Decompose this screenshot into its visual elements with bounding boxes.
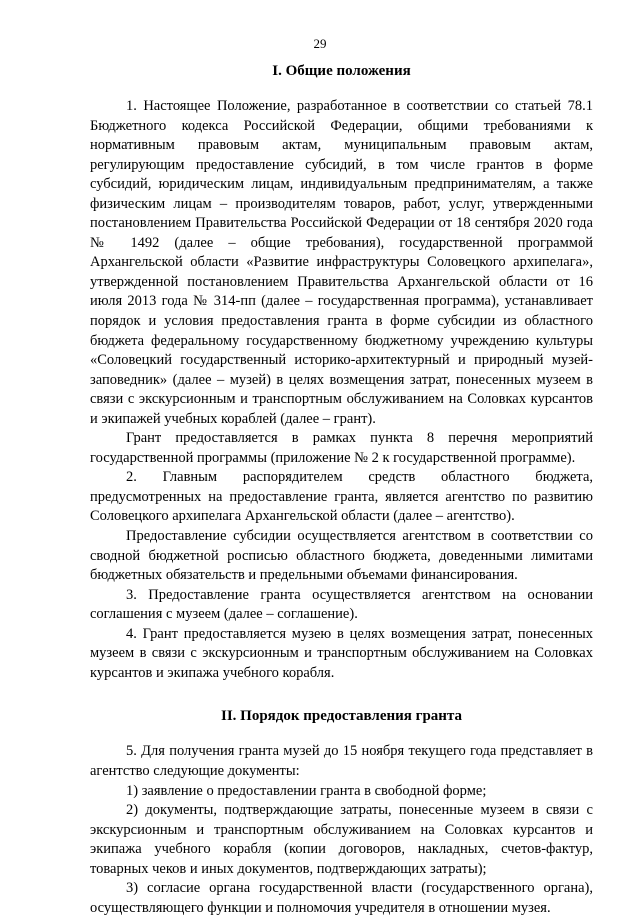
paragraph-5: 5. Для получения гранта музей до 15 ноября текущего года представляет в агентство следующие документы: <box>90 743 593 779</box>
paragraph-4: 4. Грант предоставляется музею в целях возмещения затрат, понесенных музеем в связи с экскурсионным и транспортным обслуживанием на Соловках курсантов и экипажа учебного корабля. <box>90 625 593 681</box>
document-body <box>90 62 593 918</box>
paragraph-subsidy-basis: Предоставление субсидии осуществляется агентством в соответствии со сводной бюджетной росписью областного бюджета, доведенными лимитами бюджетных обязательств и предельными объемами финансирования. <box>90 528 593 584</box>
list-item-3: 3) согласие органа государственной власти (государственного органа), осуществляющего функции и полномочия учредителя в отношении музея. <box>90 880 593 916</box>
list-item-1: 1) заявление о предоставлении гранта в свободной форме; <box>126 782 487 799</box>
section-title-general-provisions: I. Общие положения <box>272 63 411 79</box>
paragraph-1: 1. Настоящее Положение, разработанное в соответствии со статьей 78.1 Бюджетного кодекса Российской Федерации, общими требованиями к нормативным правовым актам, муниципальным правовым актам, регулирующим предоставление субсидий, в том числе грантов в форме субсидий, юридическим лицам, индивидуальным предпринимателям, а также физическим лицам – производителям товаров, работ, услуг, утвержденными постановлением Правительства Российской Федерации от 18 сентября 2020 года № 1492 (далее – общие требования), государственной программой Архангельской области «Развитие инфраструктуры Соловецкого архипелага», утвержденной постановлением Правительства Архангельской области от 16 июля 2013 года № 314-пп (далее – государственная программа), устанавливает порядок и условия предоставления гранта в форме субсидии из областного бюджета федеральному государственному бюджетному учреждению культуры «Соловецкий государственный историко-архитектурный и природный музей-заповедник» (далее – музей) в целях возмещения затрат, понесенных музеем в связи с экскурсионным и транспортным обслуживанием на Соловках курсантов и экипажей учебных кораблей (далее – грант). <box>90 98 593 427</box>
paragraph-grant-scope: Грант предоставляется в рамках пункта 8 перечня мероприятий государственной программы (приложение № 2 к государственной программе). <box>90 430 593 466</box>
section-title-grant-procedure: II. Порядок предоставления гранта <box>221 708 462 725</box>
page-number: 29 <box>313 36 327 51</box>
paragraph-2: 2. Главным распорядителем средств областного бюджета, предусмотренных на предоставление гранта, является агентство по развитию Соловецкого архипелага Архангельской области (далее – агентство). <box>90 469 593 525</box>
paragraph-3: 3. Предоставление гранта осуществляется агентством на основании соглашения с музеем (далее – соглашение). <box>90 586 593 623</box>
list-item-2: 2) документы, подтверждающие затраты, понесенные музеем в связи с экскурсионным и транспортным обслуживанием на Соловках курсантов и экипажа учебного корабля (копии договоров, накладных, счетов-фактур, товарных чеков и иных документов, подтверждающих затраты); <box>90 802 593 877</box>
